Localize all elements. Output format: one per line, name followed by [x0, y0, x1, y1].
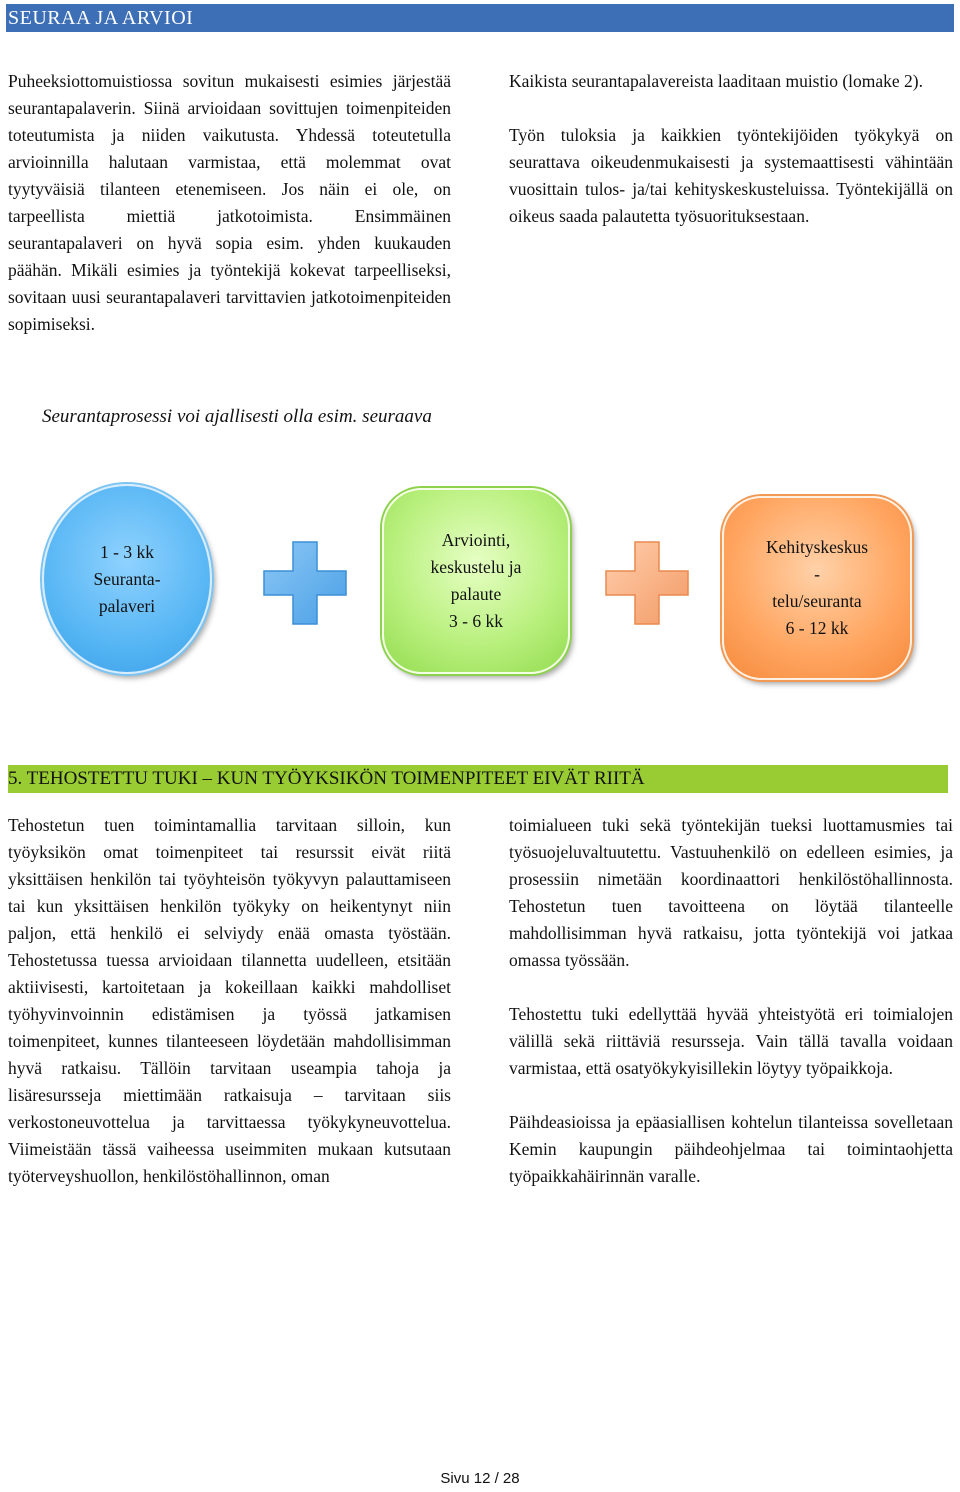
step2-label-line3: palaute: [450, 584, 502, 604]
section5-right-paragraph-1: toimialueen tuki sekä työntekijän tueksi luottamusmies tai työsuojeluvaltuutettu. Vastuuhenkilö on edelleen esimies, ja prosessiin nimetään koordinaattori henkilöstöhallinnosta. Tehostetun tuen tavoitteena on löytää tilanteelle mahdollisimman hyvä ratkaisu, jotta työntekijä voi jatkaa omassa työssään.: [509, 815, 953, 970]
section1-left-paragraph: Puheeksiottomuistiossa sovitun mukaisesti esimies järjestää seurantapalaverin. Siinä arvioidaan sovittujen toimenpiteiden toteutumista ja niiden vaikutusta. Yhdessä toteutetulla arvioinnilla halutaan varmistaa, että molemmat ovat tyytyväisiä tilanteen etenemiseen. Jos näin ei ole, on tarpeellista miettiä jatkotoimista. Ensimmäinen seurantapalaveri on hyvä sopia esim. yhden kuukauden päähän. Mikäli esimies ja työntekijä kokevat tarpeelliseksi, sovitaan uusi seurantapalaveri tarvittavien jatkotoimenpiteiden sopimiseksi.: [8, 71, 451, 334]
step2-label-line1: Arviointi,: [441, 530, 511, 550]
section5-right-column: [509, 812, 953, 1190]
step3-label-line2: -: [814, 564, 820, 584]
step1-label-line2: palaveri: [98, 595, 156, 616]
section5-left-column: [8, 812, 451, 1190]
step3-label-line1: Kehityskeskus: [765, 537, 869, 557]
section1-left-column: [8, 68, 451, 338]
plus-icon: [262, 540, 348, 626]
page-number: Sivu 12 / 28: [440, 1470, 520, 1487]
section-heading-seuraa: SEURAA JA ARVIOI: [6, 4, 954, 32]
section1-right-paragraph-2: Työn tuloksia ja kaikkien työntekijöiden työkykyä on seurattava oikeudenmukaisesti ja systemaattisesti vähintään vuosittain tulos- ja/tai kehityskeskusteluissa. Työntekijällä on oikeus saada palautetta työsuorituksestaan.: [509, 125, 953, 226]
plus-icon: [604, 540, 690, 626]
section5-right-paragraph-2: Tehostettu tuki edellyttää hyvää yhteistyötä eri toimialojen välillä sekä riittäviä resursseja. Vain tällä tavalla voidaan varmistaa, että osatyökykyisillekin löytyy työpaikkoja.: [509, 1004, 953, 1078]
section1-right-column: [509, 68, 953, 230]
section5-right-paragraph-3: Päihdeasioissa ja epäasiallisen kohtelun tilanteissa sovelletaan Kemin kaupungin päihdeohjelmaa tai toimintaohjetta työpaikkahäirinnän varalle.: [509, 1112, 953, 1186]
step2-label-line2: keskustelu ja: [430, 557, 522, 577]
step1-label-line1: Seuranta-: [93, 568, 161, 589]
process-step-arviointi: [382, 488, 570, 674]
process-heading: Seurantaprosessi voi ajallisesti olla esim. seuraava: [42, 406, 432, 427]
process-step-kehityskeskustelu: [722, 496, 912, 680]
step2-period: 3 - 6 kk: [449, 611, 503, 631]
step3-label-line3: telu/seuranta: [772, 591, 862, 611]
section1-right-paragraph-1: Kaikista seurantapalavereista laaditaan muistio (lomake 2).: [509, 71, 924, 91]
section-heading-tehostettu-tuki: 5. TEHOSTETTU TUKI – KUN TYÖYKSIKÖN TOIMENPITEET EIVÄT RIITÄ: [8, 765, 948, 793]
step3-period: 6 - 12 kk: [785, 618, 849, 638]
section5-left-paragraph: Tehostetun tuen toimintamallia tarvitaan silloin, kun työyksikön omat toimenpiteet tai resurssit eivät riitä yksittäisen henkilön tai työyhteisön työkyvyn palauttamiseen tai kun yksittäisen henkilön työkyky on heikentynyt niin paljon, että henkilö ei selviydy enää omasta työstään. Tehostetussa tuessa arvioidaan tilannetta uudelleen, etsitään aktiivisesti, kartoitetaan ja kokeillaan kaikki mahdolliset työhyvinvoinnin edistämisen ja työssä jatkamisen toimenpiteet, kunnes tilanteeseen löydetään mahdollisimman hyvä ratkaisu. Tällöin tarvitaan useampia tahoja ja lisäresursseja miettimään ratkaisuja – tarvitaan siis verkostoneuvottelua ja tarvittaessa työkykyneuvottelua. Viimeistään tässä vaiheessa useimmiten mukaan kutsutaan työterveyshuollon, henkilöstöhallinnon, oman: [8, 815, 451, 1186]
step1-period: 1 - 3 kk: [100, 541, 154, 562]
process-step-seurantapalaveri: [42, 484, 212, 674]
